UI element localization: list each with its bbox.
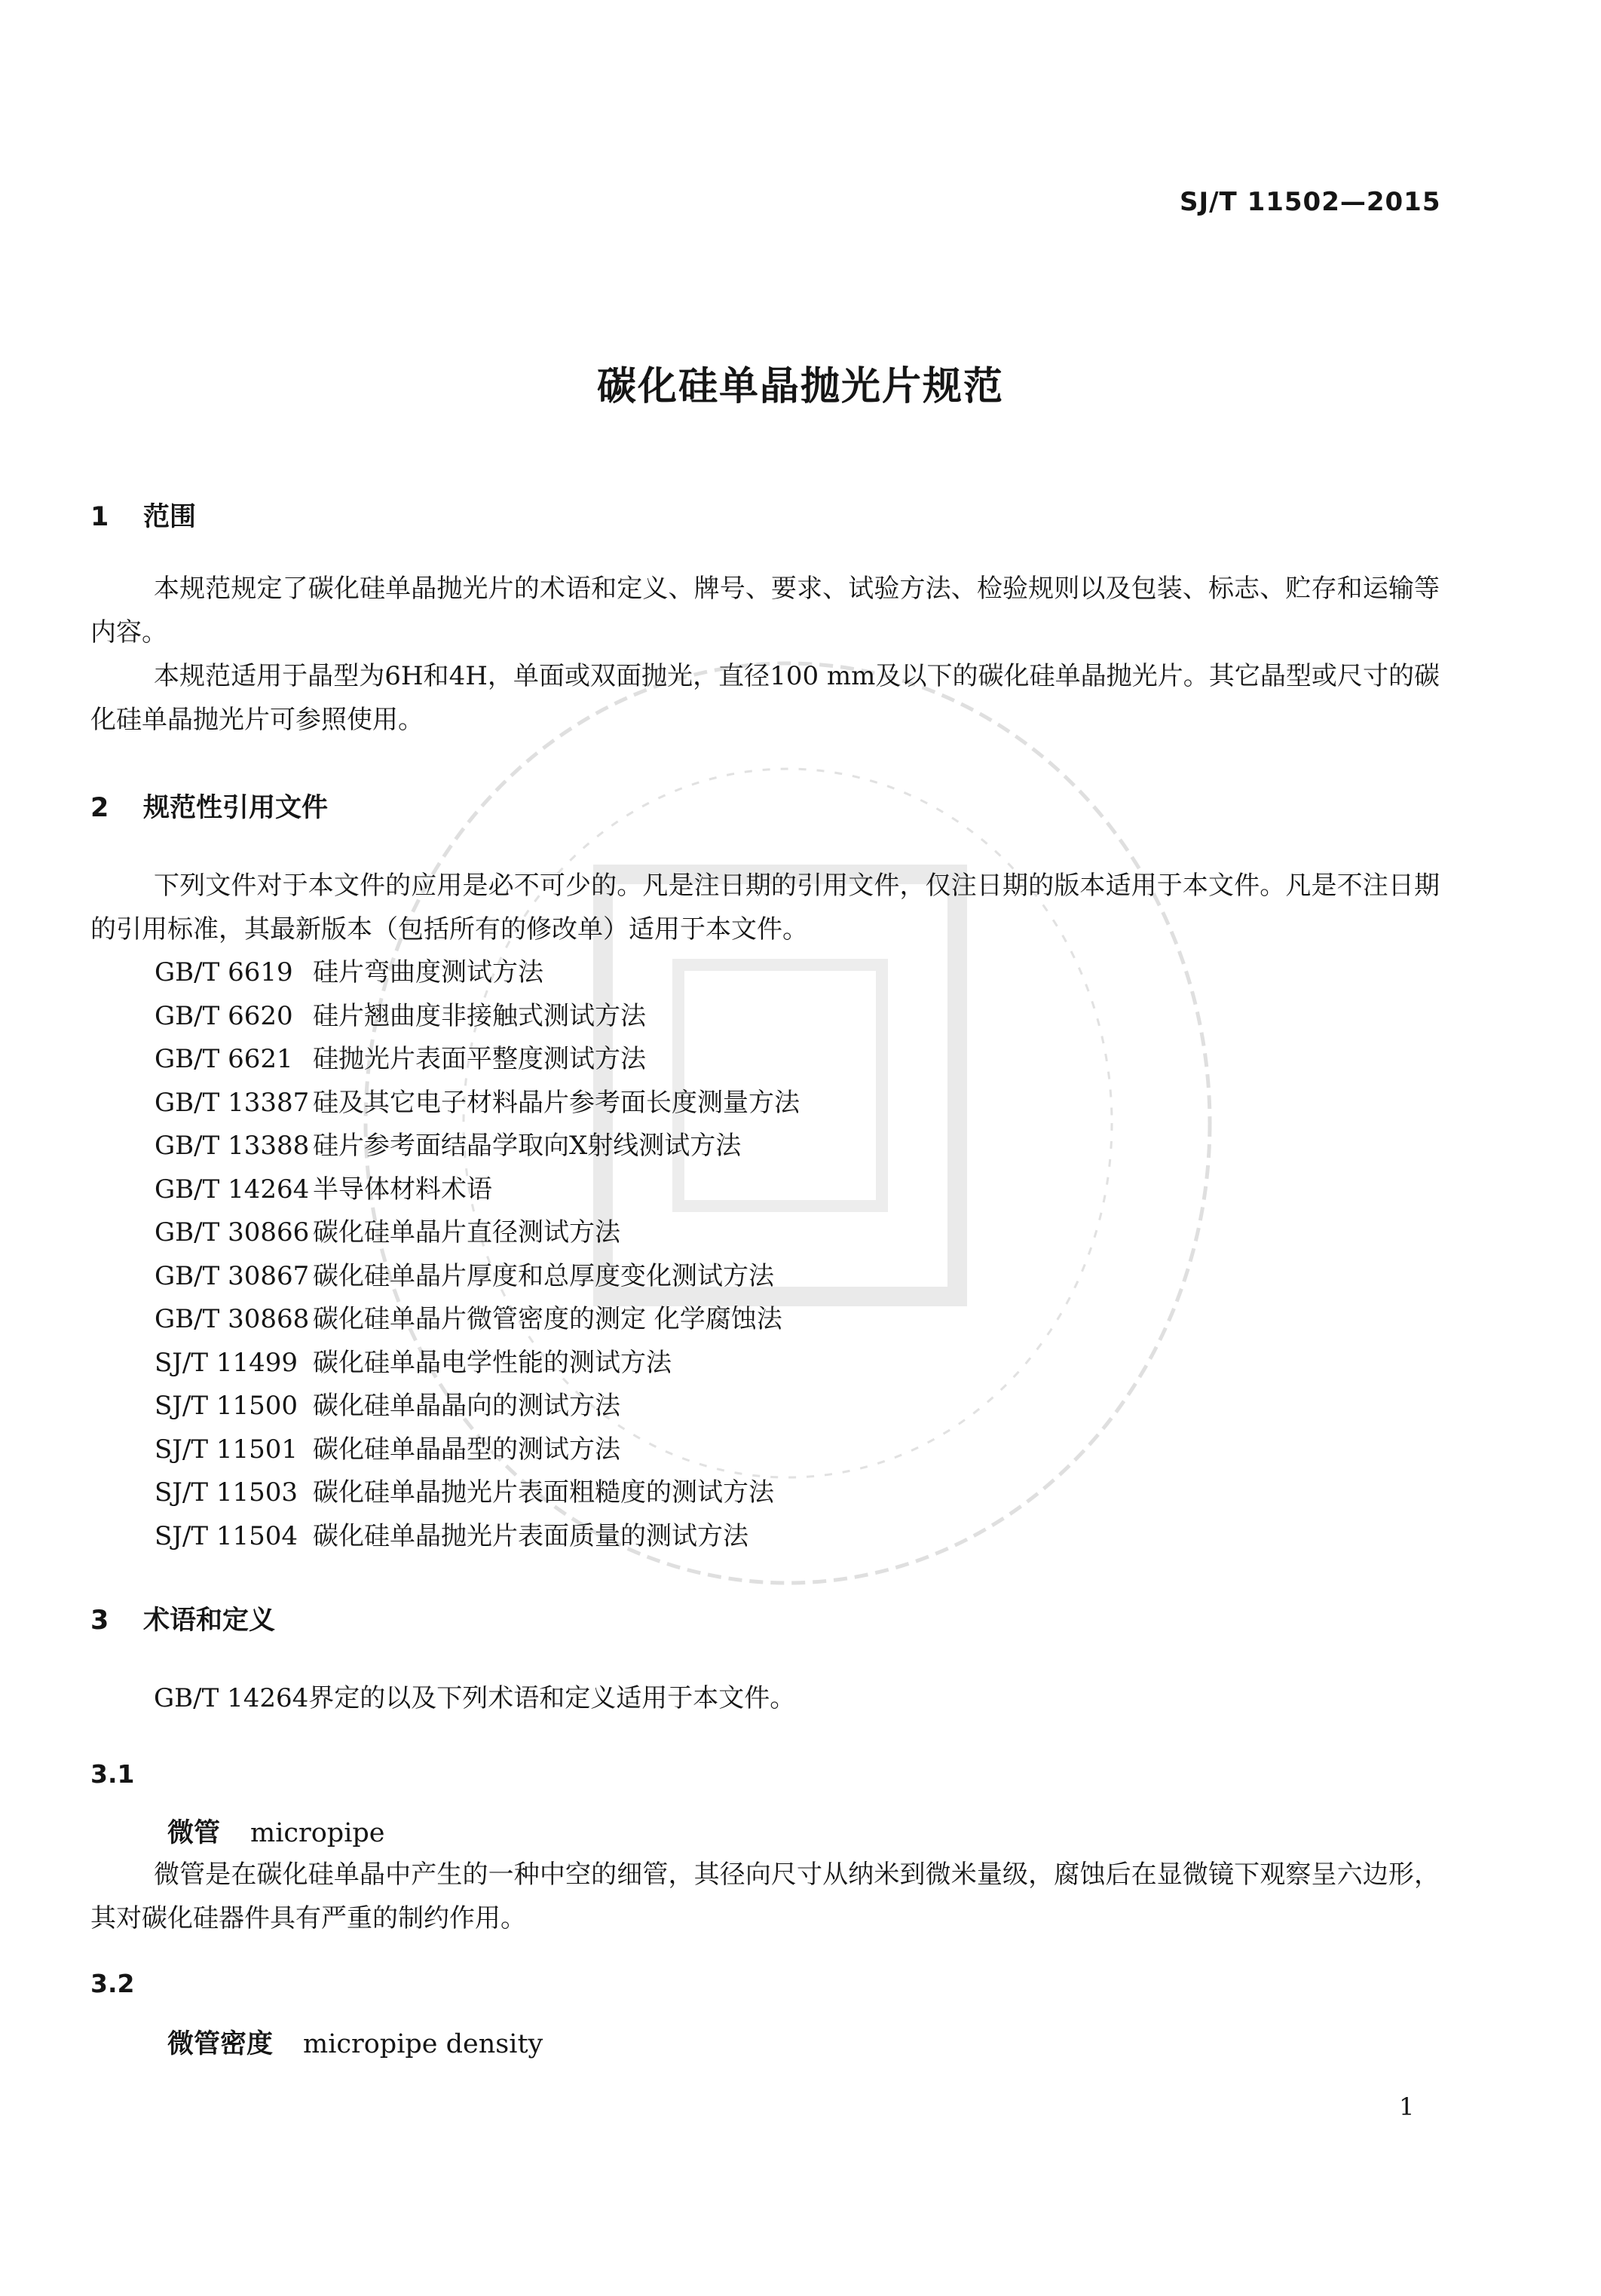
reference-item bbox=[155, 1515, 800, 1559]
reference-item bbox=[155, 1082, 800, 1125]
scope-paragraph-2: 本规范适用于晶型为6H和4H，单面或双面抛光，直径100 mm及以下的碳化硅单晶抛光片。其它晶型或尺寸的碳化硅单晶抛光片可参照使用。 bbox=[90, 661, 1440, 735]
reference-code: GB/T 6621 bbox=[155, 1044, 293, 1074]
reference-item bbox=[155, 1125, 800, 1168]
section-title: 规范性引用文件 bbox=[143, 793, 329, 823]
reference-title: 硅片参考面结晶学取向X射线测试方法 bbox=[313, 1131, 742, 1161]
term-number: 3.1 bbox=[90, 1759, 135, 1789]
reference-code: SJ/T 11503 bbox=[155, 1477, 298, 1508]
reference-code: GB/T 30867 bbox=[155, 1260, 310, 1291]
reference-code: SJ/T 11500 bbox=[155, 1391, 298, 1421]
document-title: 碳化硅单晶抛光片规范 bbox=[596, 364, 1004, 409]
reference-code: GB/T 13387 bbox=[155, 1087, 310, 1118]
reference-title: 硅片翘曲度非接触式测试方法 bbox=[313, 1000, 646, 1031]
reference-item bbox=[155, 1385, 800, 1428]
reference-title: 硅抛光片表面平整度测试方法 bbox=[313, 1044, 646, 1074]
section-number: 1 bbox=[90, 502, 109, 532]
reference-item bbox=[155, 1168, 800, 1212]
reference-title: 硅及其它电子材料晶片参考面长度测量方法 bbox=[313, 1087, 800, 1118]
terms-intro: GB/T 14264界定的以及下列术语和定义适用于本文件。 bbox=[154, 1683, 796, 1713]
reference-item bbox=[155, 1038, 800, 1082]
reference-item bbox=[155, 1342, 800, 1385]
section-2-heading bbox=[90, 787, 328, 825]
scope-paragraph-1: 本规范规定了碳化硅单晶抛光片的术语和定义、牌号、要求、试验方法、检验规则以及包装、标志、贮存和运输等内容。 bbox=[90, 574, 1440, 647]
section-1-heading bbox=[90, 496, 196, 534]
term-name-en: micropipe density bbox=[303, 2029, 543, 2059]
term-definition: 微管是在碳化硅单晶中产生的一种中空的细管，其径向尺寸从纳米到微米量级，腐蚀后在显微镜下观察呈六边形，其对碳化硅器件具有严重的制约作用。 bbox=[90, 1860, 1440, 1933]
reference-item bbox=[155, 1211, 800, 1255]
reference-item bbox=[155, 1255, 800, 1299]
term-name-zh: 微管 bbox=[167, 1818, 221, 1848]
reference-code: GB/T 30868 bbox=[155, 1304, 310, 1334]
reference-item bbox=[155, 1471, 800, 1515]
reference-title: 半导体材料术语 bbox=[313, 1174, 492, 1205]
reference-code: GB/T 30866 bbox=[155, 1217, 310, 1247]
section-title: 术语和定义 bbox=[143, 1606, 276, 1636]
section-number: 2 bbox=[90, 793, 109, 823]
term-name bbox=[167, 1812, 385, 1850]
standard-code: SJ/T 11502—2015 bbox=[1180, 187, 1441, 217]
reference-title: 碳化硅单晶抛光片表面粗糙度的测试方法 bbox=[313, 1477, 774, 1508]
reference-code: GB/T 13388 bbox=[155, 1131, 310, 1161]
page-number: 1 bbox=[1399, 2092, 1415, 2121]
reference-title: 碳化硅单晶片直径测试方法 bbox=[313, 1217, 620, 1247]
reference-item bbox=[155, 995, 800, 1039]
section-3-heading bbox=[90, 1600, 275, 1637]
reference-item bbox=[155, 951, 800, 995]
reference-code: GB/T 6620 bbox=[155, 1000, 293, 1031]
references-intro: 下列文件对于本文件的应用是必不可少的。凡是注日期的引用文件，仅注日期的版本适用于本文件。凡是不注日期的引用标准，其最新版本（包括所有的修改单）适用于本文件。 bbox=[90, 871, 1440, 944]
term-name-zh: 微管密度 bbox=[167, 2029, 274, 2059]
reference-code: GB/T 14264 bbox=[155, 1174, 310, 1205]
reference-list bbox=[155, 951, 800, 1558]
reference-title: 碳化硅单晶晶型的测试方法 bbox=[313, 1434, 620, 1465]
reference-item bbox=[155, 1428, 800, 1472]
reference-title: 碳化硅单晶抛光片表面质量的测试方法 bbox=[313, 1520, 748, 1551]
reference-title: 碳化硅单晶晶向的测试方法 bbox=[313, 1391, 620, 1421]
term-name bbox=[167, 2023, 543, 2061]
reference-title: 碳化硅单晶片微管密度的测定 化学腐蚀法 bbox=[313, 1304, 782, 1334]
reference-title: 碳化硅单晶片厚度和总厚度变化测试方法 bbox=[313, 1260, 774, 1291]
term-number: 3.2 bbox=[90, 1969, 135, 1998]
reference-code: SJ/T 11504 bbox=[155, 1520, 298, 1551]
reference-code: SJ/T 11501 bbox=[155, 1434, 298, 1465]
reference-code: SJ/T 11499 bbox=[155, 1347, 298, 1378]
term-name-en: micropipe bbox=[250, 1818, 385, 1848]
reference-code: GB/T 6619 bbox=[155, 957, 293, 987]
reference-title: 硅片弯曲度测试方法 bbox=[313, 957, 543, 987]
reference-item bbox=[155, 1298, 800, 1342]
section-title: 范围 bbox=[143, 502, 197, 532]
reference-title: 碳化硅单晶电学性能的测试方法 bbox=[313, 1347, 672, 1378]
section-number: 3 bbox=[90, 1606, 109, 1636]
